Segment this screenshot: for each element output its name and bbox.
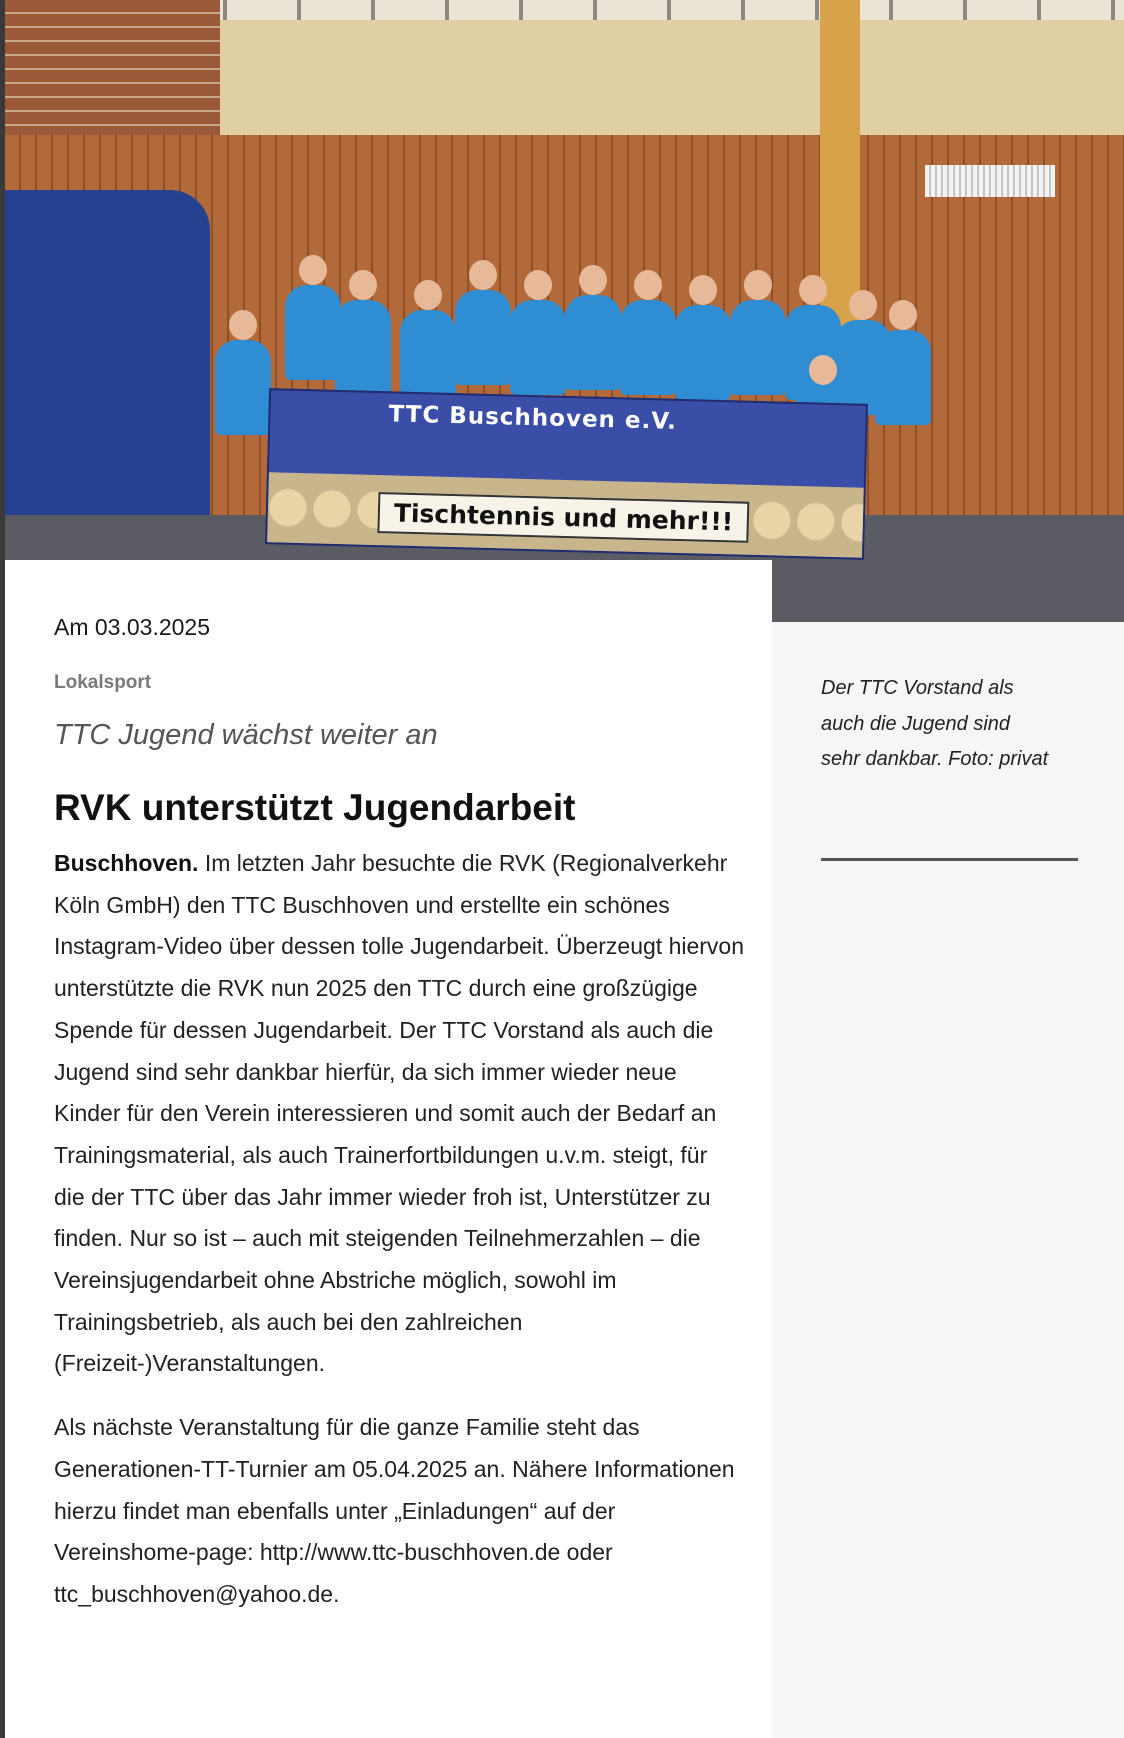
caption-divider xyxy=(821,858,1078,861)
photo-person xyxy=(675,305,731,400)
banner-title: TTC Buschhoven e.V. xyxy=(388,401,678,435)
article-category: Lokalsport xyxy=(54,672,152,693)
article-content xyxy=(54,612,744,1616)
photo-club-banner xyxy=(265,388,868,560)
article-kicker: TTC Jugend wächst weiter an xyxy=(54,719,438,751)
banner-slogan: Tischtennis und mehr!!! xyxy=(377,492,749,543)
article-date: Am 03.03.2025 xyxy=(54,614,211,640)
photo-person xyxy=(400,310,456,405)
photo-person xyxy=(875,330,931,425)
photo-caption: Der TTC Vorstand als auch die Jugend sind sehr dankbar. Foto: privat xyxy=(821,677,1049,770)
photo-person xyxy=(335,300,391,395)
photo-person xyxy=(215,340,271,435)
photo-person xyxy=(285,285,341,380)
photo-person xyxy=(510,300,566,395)
photo-person xyxy=(620,300,676,395)
article-paragraph-text: Im letzten Jahr besuchte die RVK (Regionalverkehr Köln GmbH) den TTC Buschhoven und erstellte ein schönes Instagram-Video über dessen tolle Jugendarbeit. Überzeugt hiervon unterstützte die RVK nun 2025 den TTC durch eine großzügige Spende für dessen Jugendarbeit. Der TTC Vorstand als auch die Jugend sind sehr dankbar hierfür, da sich immer wieder neue Kinder für den Verein interessieren und somit auch der Bedarf an Trainingsmaterial, als auch Trainerfortbildungen u.v.m. steigt, für die der TTC über das Jahr immer wieder froh ist, Unterstützer zu finden. Nur so ist – auch mit steigenden Teilnehmerzahlen – die Vereinsjugendarbeit ohne Abstriche möglich, sowohl im Trainingsbetrieb, als auch bei den zahlreichen (Freizeit-)Veranstaltungen. xyxy=(54,850,744,1377)
photo-vent xyxy=(925,165,1055,197)
article-card xyxy=(5,560,772,1738)
article-photo xyxy=(5,0,1124,622)
article-headline: RVK unterstützt Jugendarbeit xyxy=(54,787,576,828)
photo-person xyxy=(565,295,621,390)
article-paragraph-2: Als nächste Veranstaltung für die ganze Familie steht das Generationen-TT-Turnier am 05.04.2025 an. Nähere Informationen hierzu findet man ebenfalls unter „Einladungen“ auf der Vereinshome-page: http://www.ttc-buschhoven.de oder ttc_buschhoven@yahoo.de. xyxy=(54,1414,735,1607)
article-paragraph xyxy=(54,843,744,1385)
photo-gym-mat xyxy=(5,190,210,560)
article-lead-location: Buschhoven. xyxy=(54,850,199,876)
photo-person xyxy=(455,290,511,385)
photo-person xyxy=(730,300,786,395)
